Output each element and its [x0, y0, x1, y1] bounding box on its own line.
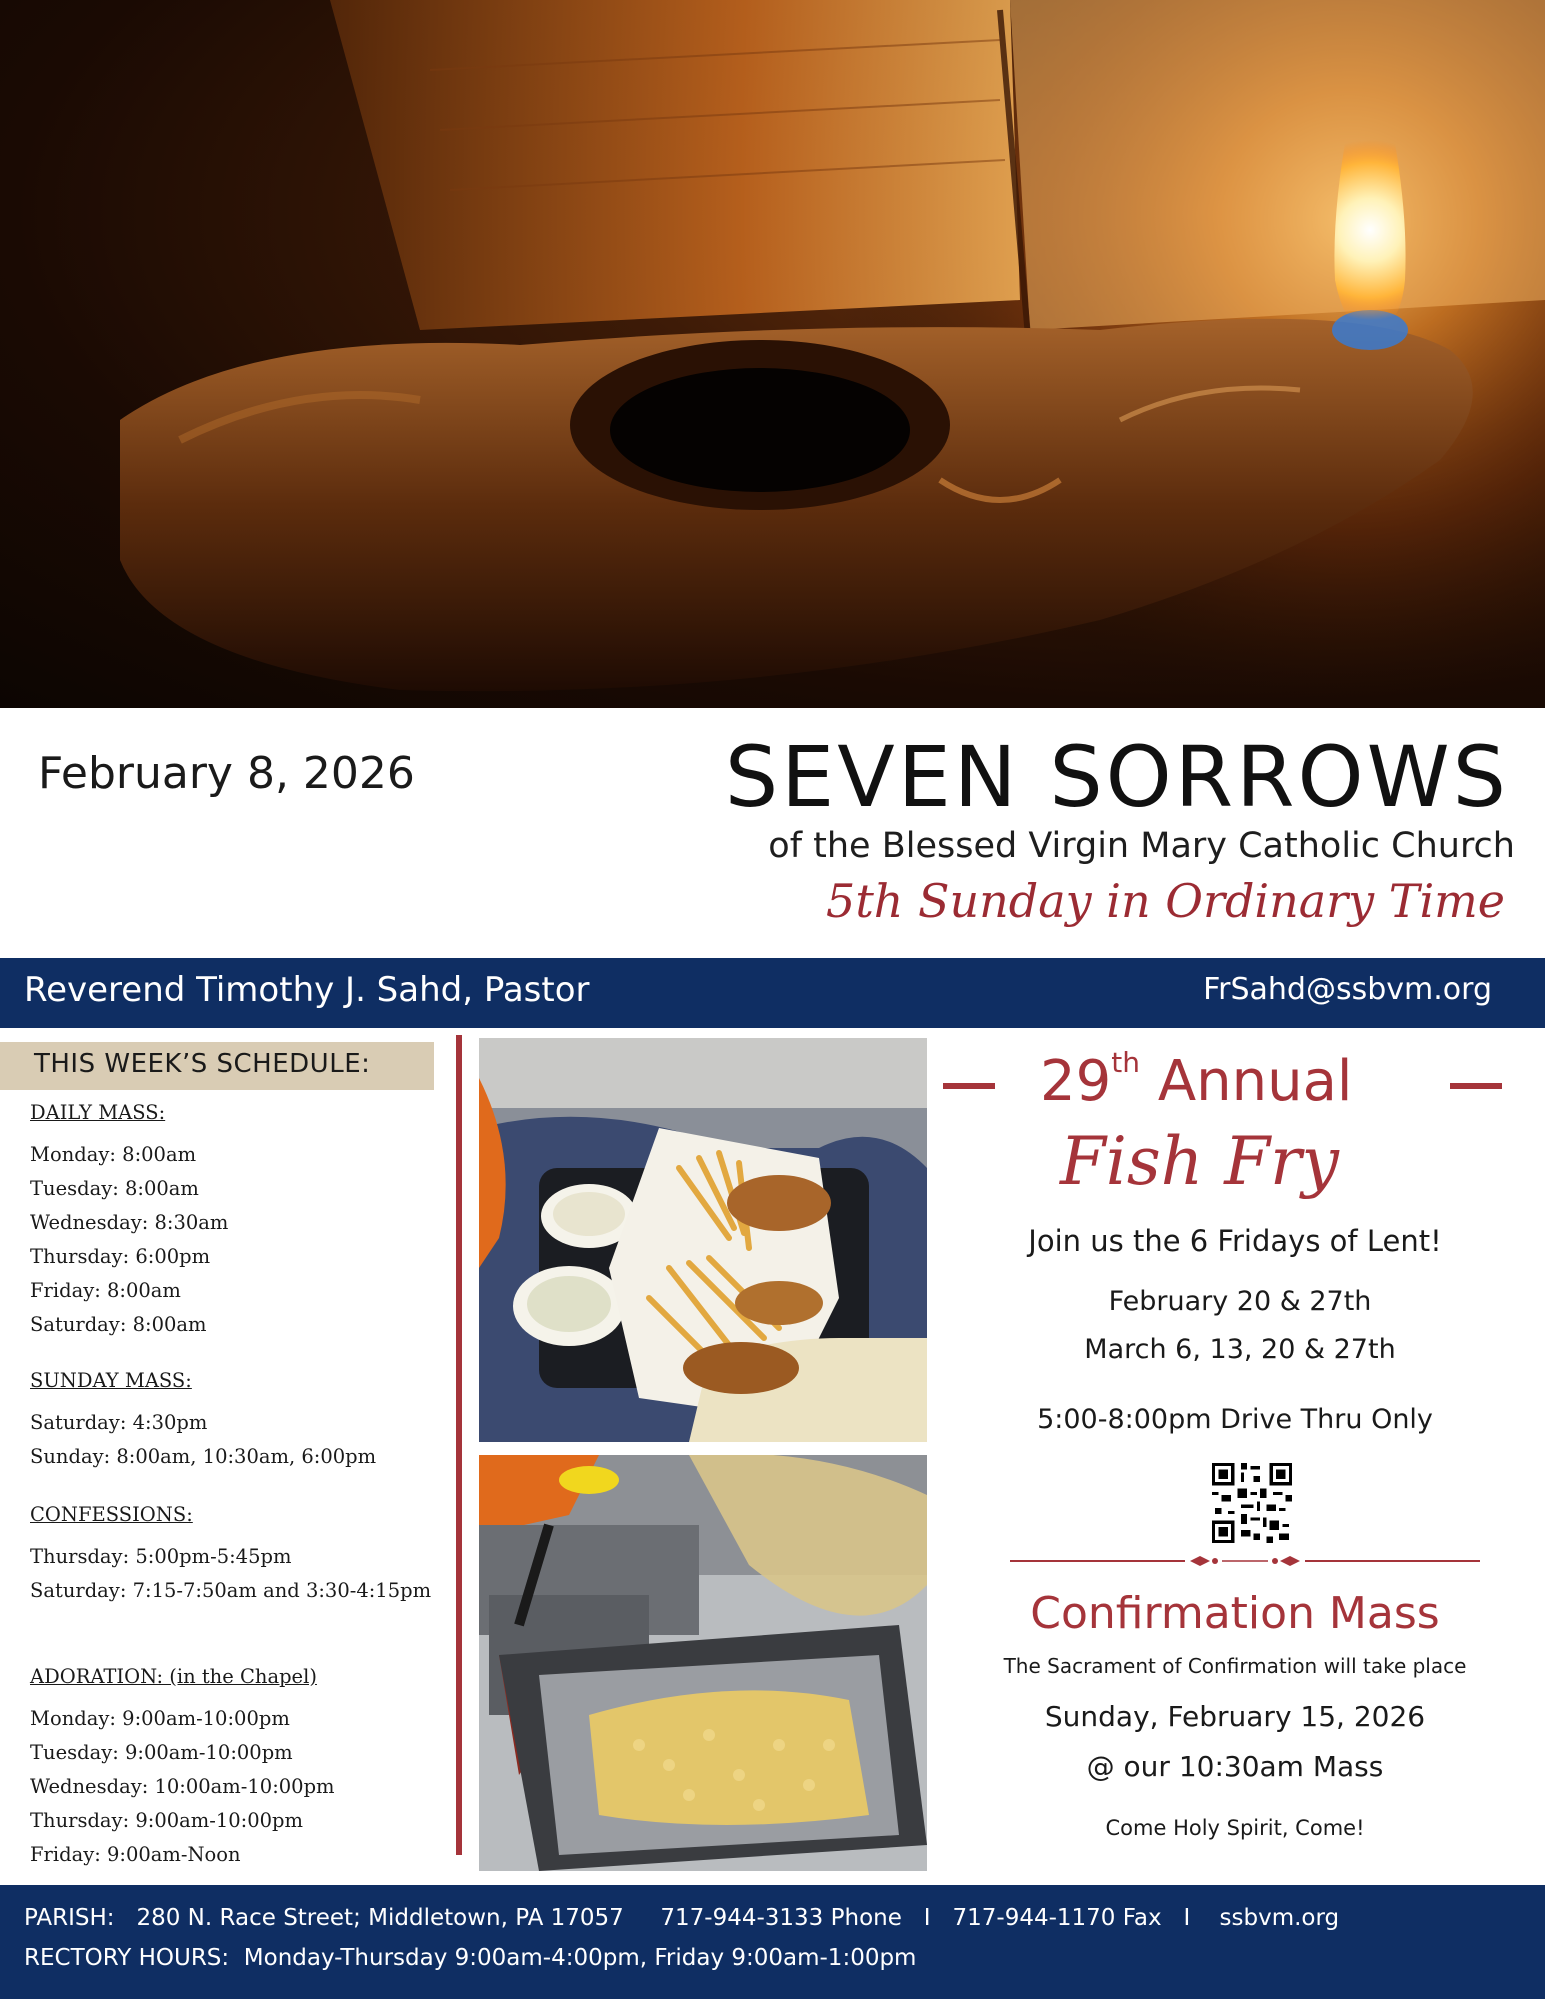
- fish-fry-ordinal-suffix: th: [1111, 1046, 1140, 1079]
- list-item: Thursday: 5:00pm-5:45pm: [30, 1545, 292, 1568]
- sunday-mass-section: [30, 1366, 450, 1474]
- footer-parish-info: PARISH: 280 N. Race Street; Middletown, PA 17057 717-944-3133 Phone I 717-944-1170 Fax I ssbvm.org: [24, 1905, 1340, 1931]
- list-item: Tuesday: 8:00am: [30, 1177, 199, 1200]
- pastor-name: Reverend Timothy J. Sahd, Pastor: [24, 970, 590, 1010]
- fish-fry-dates-march: March 6, 13, 20 & 27th: [1084, 1334, 1396, 1365]
- decorative-dash-left: [943, 1083, 995, 1089]
- daily-mass-section: [30, 1098, 450, 1342]
- oil-lamp-candle-photo: [0, 0, 1545, 708]
- confirmation-time: @ our 10:30am Mass: [1086, 1750, 1384, 1783]
- confirmation-description: The Sacrament of Confirmation will take place: [1003, 1654, 1467, 1678]
- list-item: Monday: 9:00am-10:00pm: [30, 1707, 290, 1730]
- footer-rectory-hours: RECTORY HOURS: Monday-Thursday 9:00am-4:00pm, Friday 9:00am-1:00pm: [24, 1945, 917, 1971]
- pastor-bar: [0, 958, 1545, 1028]
- list-item: Friday: 8:00am: [30, 1279, 181, 1302]
- adoration-title: ADORATION: (in the Chapel): [30, 1665, 317, 1688]
- fish-fry-ordinal: 29: [1040, 1049, 1112, 1114]
- list-item: Tuesday: 9:00am-10:00pm: [30, 1741, 293, 1764]
- mac-and-cheese-photo: [479, 1455, 927, 1871]
- fish-fry-title: Fish Fry: [1060, 1123, 1339, 1200]
- fish-fry-hours: 5:00-8:00pm Drive Thru Only: [1037, 1404, 1433, 1435]
- liturgical-day: 5th Sunday in Ordinary Time: [826, 874, 1505, 928]
- list-item: Thursday: 6:00pm: [30, 1245, 211, 1268]
- confessions-section: [30, 1500, 450, 1608]
- confirmation-title: Confirmation Mass: [1030, 1588, 1440, 1639]
- list-item: Friday: 9:00am-Noon: [30, 1843, 241, 1866]
- hero-image-oil-lamp: [0, 0, 1545, 708]
- bulletin-date: February 8, 2026: [38, 748, 415, 799]
- fish-fry-invite: Join us the 6 Fridays of Lent!: [1028, 1224, 1442, 1258]
- fish-fry-annual-heading: [1040, 1046, 1352, 1114]
- list-item: Wednesday: 8:30am: [30, 1211, 229, 1234]
- sunday-mass-title: SUNDAY MASS:: [30, 1369, 192, 1392]
- daily-mass-title: DAILY MASS:: [30, 1101, 166, 1124]
- list-item: Monday: 8:00am: [30, 1143, 197, 1166]
- vertical-divider: [456, 1035, 462, 1855]
- fish-fry-food-photo: [479, 1038, 927, 1442]
- ornamental-divider-icon: [1010, 1551, 1480, 1571]
- list-item: Wednesday: 10:00am-10:00pm: [30, 1775, 335, 1798]
- list-item: Saturday: 8:00am: [30, 1313, 207, 1336]
- confirmation-date: Sunday, February 15, 2026: [1044, 1700, 1426, 1733]
- church-name: SEVEN SORROWS: [724, 728, 1509, 826]
- list-item: Saturday: 7:15-7:50am and 3:30-4:15pm: [30, 1579, 432, 1602]
- schedule-heading: THIS WEEK’S SCHEDULE:: [0, 1042, 434, 1090]
- footer-bar: [0, 1885, 1545, 1999]
- confessions-title: CONFESSIONS:: [30, 1503, 193, 1526]
- fish-fry-annual-word: Annual: [1157, 1049, 1353, 1114]
- church-subtitle: of the Blessed Virgin Mary Catholic Church: [768, 826, 1515, 866]
- decorative-dash-right: [1450, 1083, 1502, 1089]
- list-item: Sunday: 8:00am, 10:30am, 6:00pm: [30, 1445, 377, 1468]
- confirmation-closing: Come Holy Spirit, Come!: [1105, 1816, 1365, 1840]
- fish-fry-dates-february: February 20 & 27th: [1108, 1286, 1372, 1317]
- qr-code-icon[interactable]: [1212, 1463, 1292, 1543]
- list-item: Saturday: 4:30pm: [30, 1411, 208, 1434]
- list-item: Thursday: 9:00am-10:00pm: [30, 1809, 304, 1832]
- pastor-email-link[interactable]: FrSahd@ssbvm.org: [1203, 972, 1492, 1007]
- adoration-section: [30, 1662, 450, 1872]
